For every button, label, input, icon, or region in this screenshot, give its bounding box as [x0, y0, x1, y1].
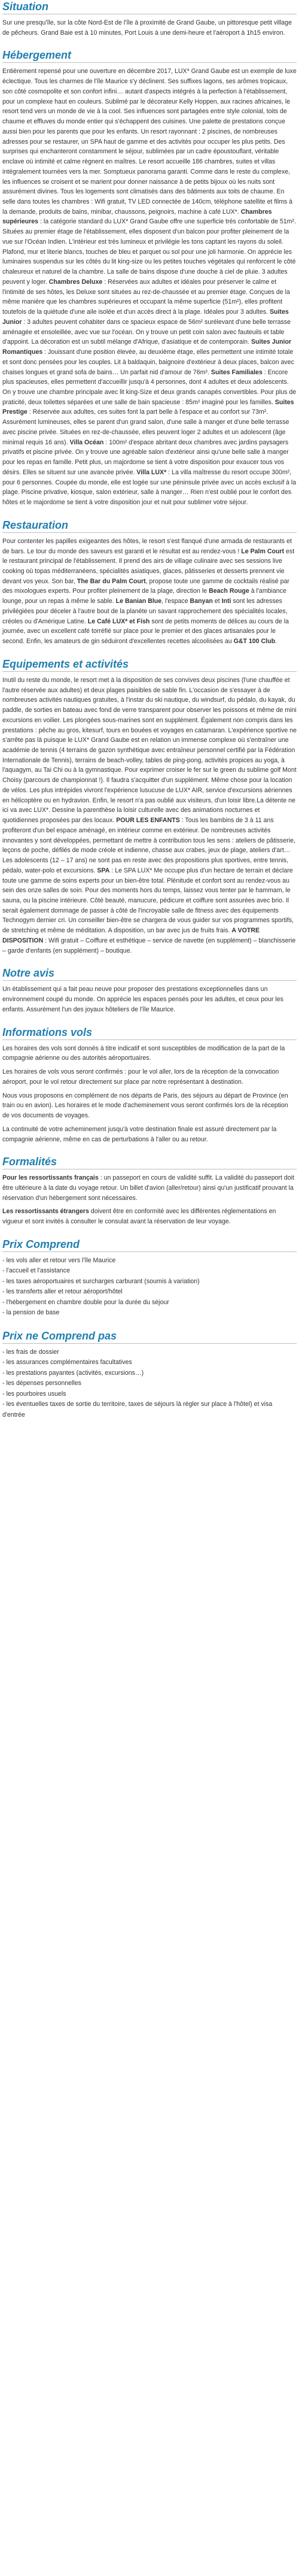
bold-text: Suites Prestige [2, 398, 294, 416]
text-run: : un passeport en cours de validité suffit. La validité du passeport doit être ultérieure à la date du voyage retour. Un billet d'avion (aller/retour) ainsi qu'un justificatif prouvant la réservation d'un hébergement sont nécessaires. [2, 1174, 294, 1202]
text-run: : Encore plus spacieuses, elles permettent d'accueillir jusqu'à 4 personnes, dont 4 adultes et deux adolescents. On y trouve une chambre principale avec lit king-Size et deux grands canapés convertibles. Pour plus de praticité, deux toilettes séparées et une salle de bain spacieuse : 85m² imaginé pour les familles. [2, 368, 297, 406]
section-title: Hébergement [2, 49, 72, 62]
bold-text: Suites Junior Romantiques [2, 338, 292, 356]
section-divider [2, 62, 297, 63]
section-restauration [2, 519, 297, 657]
list-item: - les taxes aéroportuaires et surcharges carburant (soumis à variation) [2, 1277, 200, 1285]
item-list [2, 1256, 297, 1319]
list-item: - les vols aller et retour vers l'île Maurice [2, 1256, 116, 1264]
section-situation [2, 0, 297, 49]
bold-text: Chambres supérieures [2, 208, 272, 226]
text-run: : Réservées aux adultes et idéales pour préserver le calme et l'intimité de ses hôtes, les Deluxe sont situées au rez-de-chaussée et au premier étage. Conçues de la même manière que les chambres supérieures et occupant la même superficie (51m²), elles profitent toutefois de la quiétude d'une aile isolée et d'un accès direct à la plage. Idéales pour 3 adultes. [2, 278, 290, 316]
bold-text: Pour les ressortissants français [2, 1174, 99, 1182]
text-run: : Réservée aux adultes, ces suites font la part belle à l'espace et au confort sur 73m². Assurément lumineuses, elles se parent d'un grand salon, d'une salle à manger et d'une belle terrasse avec piscine privée. Situées en rez-de-chaussée, elles peuvent loger 2 adultes et un adolescent (âge minimal requis 16 ans). [2, 408, 289, 446]
spacer [2, 1148, 297, 1155]
spacer [2, 1231, 297, 1238]
text-run: : Jouissant d'une position élevée, au deuxième étage, elles permettent une intimité totale et sont donc pensées pour les couples. Lit à baldaquin, baignoire d'extérieur à deux places, balcon avec chaises longues et grand sofa de bains… Un parfait nid d'amour de 76m². [2, 348, 294, 376]
spacer [2, 511, 297, 519]
paragraph [2, 537, 297, 647]
text-run: : La villa maîtresse du resort occupe 300m², pour 6 personnes. Coupée du monde, elle est logée sur une péninsule privée avec un accès exclusif à la plage. Piscine privative, kiosque, salon extérieur, salle à manger… Rien n'est oublié pour le confort des hôtes et le majordome se tient à votre disposition jour et nuit pour sublimer votre séjour. [2, 468, 297, 507]
list-item: - les assurances complémentaires facultatives [2, 1359, 132, 1366]
bold-text: SPA [97, 866, 110, 874]
list-item: - les éventuelles taxes de sortie du territoire, taxes de séjours là régler sur place à l'hôtel) et visa d'entrée [2, 1401, 273, 1419]
text-run: , l'espace [161, 598, 190, 605]
text-run: sont les adresses privilégiées pour déceler à l'autre bout de la planète un savant rapprochement des spécialités locales, créoles ou d'Amérique Latine. [2, 598, 288, 625]
section-title: Equipements et activités [2, 657, 129, 670]
section-title: Restauration [2, 519, 69, 531]
text-run: . [275, 638, 277, 645]
bold-text: Les ressortissants étrangers [2, 1208, 89, 1216]
section-prix-compend [2, 1238, 297, 1329]
text-run: La continuité de votre acheminement jusqu'à votre destination finale est assuré directement par la compagnie aérienne, même en cas de perturbations à l'aller ou au retour. [2, 1125, 277, 1143]
bold-text: Le Palm Court [241, 547, 285, 555]
list-item: - les frais de dossier [2, 1348, 59, 1356]
section-equipements [2, 657, 297, 967]
text-run: : 100m² d'espace abritant deux chambres avec jardins paysagers privatifs et piscine privée. On y trouve une agréable salon d'extérieur ainsi qu'une belle salle à manger pour les repas en famille. Petit plus, un majordome se tient à votre disposition pour exaucer tous vos désirs. Elles se situent sur une avancée privée. [2, 438, 289, 476]
section-title: Situation [2, 1, 48, 13]
spacer [2, 41, 297, 49]
section-hebergement [2, 49, 297, 518]
list-item: - la pension de base [2, 1309, 60, 1317]
text-run: Pour contenter les papilles exigeantes des hôtes, le resort s'est flanqué d'une armada de restaurants et de bars. Le tour du monde des saveurs est garanti et le résultat est au rendez-vous ! [2, 537, 292, 555]
text-run: Les horaires de vols vous seront confirmés : pour le vol aller, lors de la réception de la convocation aéroport, pour le vol retour directement sur place par notre représentant à destination. [2, 1068, 279, 1086]
spacer [2, 1019, 297, 1026]
paragraph [2, 1207, 297, 1226]
paragraph [2, 1091, 297, 1121]
section-divider [2, 1251, 297, 1252]
paragraph [2, 1125, 297, 1144]
bold-text: Villa LUX* [136, 468, 167, 476]
bold-text: Banyan [190, 598, 213, 605]
list-item: - l'hébergement en chambre double pour la durée du séjour [2, 1298, 169, 1306]
bold-text: Beach Rouge [209, 587, 249, 595]
text-run: est le restaurant principal de l'établissement. Il prend des airs de village culinaire avec ses sessions live cooking où topas méditerranéens, spécialités asiatiques, glaces, pâtisseries et desserts prennent vie devant vos yeux. Son bar, [2, 547, 295, 585]
text-run: Sur une presqu'île, sur la côte Nord-Est de l'île à proximité de Grand Gaube, un pittoresque petit village de pêcheurs. Grand Baie est à 10 minutes, Port Louis à une demi-heure et l'aéroport à 1h15 environ. [2, 19, 292, 37]
text-run: , propose toute une gamme de cocktails réalisé par des mixologues experts. Pour profiter pleinement de la plage, direction le [2, 577, 289, 595]
text-run: Inutil du reste du monde, le resort met à la disposition de ses convives deux piscines (l'une chauffée et l'autre réservée aux adultes) et deux plages paisibles de sable fin. L'occasion de s'essayer à de nombreuses activités nautiques gratuites, à l'instar du ski nautique, du windsurf, du pédalo, du kayak, du paddle, de sorties en bateau avec fond de verre transparent pour observer les poissons et même de mini excursions en voilier. Les plongées sous-marines sont en supplément. Également non compris dans les prestations : pêche au gros, kitesurf, tours en bouées et voyages en catamaran. L'expérience sportive ne s'arrête pas là puisque le LUX* Grand Gaube est en relation un immense complexe où s'entraîner une académie de tennis (4 terrains de gazon synthétique avec entraîneur personnel certifié par la Fédération Internationale de Tennis), terrains de beach-volley, tables de ping-pong, activités propices au yoga, à l'aquagym, au Tai Chi ou à la gymnastique. Pour exprimer croiser le fer sur le green du sublime golf Mont Choisy (parcours de championnat !). Il faudra s'acquitter d'un supplément. Même chose pour la location de vélos. Les plus intrépides vivront l'expérience lusucuse de LUX* AIR, service d'excursions aériennes en hélicoptère ou en hydravion. Enfin, le resort n'a pas oublié aux visiteurs, d'un loisir libre.La détente ne ici va avec LUX*. Dessine la parenthèse la loisir culturelle avec des animations nocturnes et quotidiennes proposées par des locaux. [2, 676, 297, 825]
bold-text: POUR LES ENFANTS [116, 817, 180, 825]
section-prix-ne-comprend-pas [2, 1329, 297, 1431]
bold-text: Le Café LUX* et Fish [87, 617, 150, 625]
section-title: Prix ne Comprend pas [2, 1329, 117, 1342]
text-run: sont de petits moments de délices au cours de la journée, avec un excellent café torréfié sur place pour le premier et des glaces artisanales pour le second. Enfin, les amateurs de gin séduiront d'excellentes recettes alcoolisées au [2, 617, 289, 645]
bold-text: Suites Familiales [210, 368, 263, 376]
text-run: : Le SPA LUX* Me occupe plus d'un hectare de terrain et déclare toute une gamme de soins experts pour un bien-être total. Plénitude et confort sont au rendez-vous au sein des onze salles de soin. Pour des moments hors du temps, laissez vous tenter par le hammam, le sauna, ou la piscine intérieure. Côté beauté, manucure, pédicure et coiffure sont assurées avec brio. Il serait également dommage de passer à côté de l'incroyable salle de fitness avec des équipements Technogym dernier cri. Un conseiller bien-être se chargera de vous guider sur vos programmes sportifs, de stretching et même de méditation. A disposition, un bar avec jus de fruits frais. [2, 866, 294, 935]
bold-text: Le Banian Blue [115, 598, 162, 605]
text-run: et [212, 598, 222, 605]
section-divider [2, 1343, 297, 1344]
paragraph [2, 984, 297, 1014]
text-run: Un établissement qui a fait peau neuve pour proposer des prestations exceptionnelles dans un environnement coupé du monde. On apprécie les espaces pensés pour les adultes, et ceux pour les enfants. Assurément l'un des joyaux hôteliers de l'île Maurice. [2, 986, 283, 1013]
paragraph [2, 1173, 297, 1203]
section-title: Prix Comprend [2, 1238, 80, 1250]
list-item: - les transferts aller et retour aéroport/hôtel [2, 1288, 123, 1296]
text-run: : 3 adultes peuvent cohabiter dans ce spacieux espace de 56m² surélevant d'une belle terrasse aménagée et ensoleillée, avec vue sur l'océan. On y trouve un petit coin salon avec fauteuils et table d'appoint. La décoration est un subtil mélange d'Afrique, d'asiatique et de contemporain. [2, 318, 291, 346]
text-run: : la catégorie standard du LUX* Grand Gaube offre une superficie très confortable de 51m². Situées au premier étage de l'établissement, elles disposent d'un balcon pour profiter pleinement de la vue sur l'Océan Indien. L'intérieur est très lumineux et privilégie les tons captant les rayons du soleil. Plafond, mur et literie blancs, touches de bleu et parquet ou sol pour une joli harmonie. On apprécie les luminaires suspendus sur les côtés du lit king-size ou les petites touches végétales qui renforcent le côté chaleureux et naturel de la chambre. La salle de bains dispose d'une douche à ciel de pluie. 3 adultes peuvent y loger. [2, 218, 296, 286]
spacer [2, 1424, 297, 1431]
text-run: Entièrement repensé pour une ouverture en décembre 2017, LUX* Grand Gaube est un exemple de luxe éclectique. Tous les charmes de l'île Maurice s'y déclinent. Ses suffixes lagons, ses arômes tropicaux, son côté cosmopolite et son confort infini… autant d'aspects intégrés à la perfection à l'établissement, pour un complexe haut en couleurs. Sublimé par le décorateur Kelly Hoppen, aux racines africaines, le resort tend vers un monde de vie à la cool. Ses influences sont partagées entre style colonial, toits de chaume et effluves du monde entier qui s'échappent des cuisines. Une palette de prestations conçue aussi bien pour les parents que pour les enfants. Un resort rayonnant : 2 piscines, de nombreuses adresses pour se restaurer, un SPA haut de gamme et des activités pour occuper les plus petits. Des surprises qui enchanteront constamment le séjour, sublimées par un cadre époustouflant, véritable enclave où intimité et calme règnent en maîtres. Le resort accueille 186 chambres, suites et villas intégralement tournées vers la mer. Somptueux panorama garanti. Comme dans le reste du complexe, les influences se croisent et se marient pour donner naissance à de petits bijoux où les nuits sont assurément divines. Tous les logements sont climatisés dans des bâtiments aux toits de chaume. En selle dans toutes les chambres : Wifi gratuit, TV LED connectée de 140cm, téléphone satellite et films à la demande, produits de bains, minibar, chaussons, peignoirs, machine à café LUX*. [2, 68, 297, 216]
section-formalites [2, 1155, 297, 1238]
bold-text: G&T 100 Club [233, 638, 276, 645]
section-notre-avis [2, 966, 297, 1025]
list-item: - les pourboires usuels [2, 1390, 66, 1398]
bold-text: Villa Océan [69, 438, 104, 446]
section-title: Notre avis [2, 967, 55, 980]
item-list [2, 1347, 297, 1420]
list-item: - les dépenses personnelles [2, 1380, 81, 1387]
paragraph [2, 18, 297, 38]
section-divider [2, 532, 297, 533]
list-item: - les prestations payantes (activités, excursions…) [2, 1369, 144, 1377]
section-informations-vols [2, 1026, 297, 1156]
bold-text: Chambres Deluxe [48, 278, 103, 286]
section-title: Informations vols [2, 1026, 93, 1038]
paragraph [2, 675, 297, 956]
bold-text: The Bar du Palm Court [77, 577, 146, 585]
spacer [2, 959, 297, 966]
paragraph [2, 1067, 297, 1087]
list-item: - l'accueil et l'assistance [2, 1267, 70, 1275]
spacer [2, 1322, 297, 1329]
text-run: Les horaires des vols sont donnés à titre indicatif et sont susceptibles de modification de la part de la compagnie aérienne ou des autorités aéroportuaires. [2, 1044, 285, 1062]
bold-text: A VOTRE DISPOSITION [2, 927, 260, 944]
text-run: Nous vous proposons en complément de nos départs de Paris, des séjours au départ de Province (en train ou en avion). Les horaires et le mode d'acheminement vous seront confirmés lors de la réception de vos documents de voyages. [2, 1092, 288, 1120]
text-run: : Wifi gratuit – Coiffure et esthétique – service de navette (en supplément) – blanchisserie – garde d'enfants (en supplément) – boutique. [2, 937, 296, 954]
spacer [2, 650, 297, 657]
paragraph [2, 1044, 297, 1063]
text-run: : Tous les bambins de 3 à 11 ans profiteront d'un bel espace aménagé, en intérieur comme en extérieur. De nombreuses activités innovantes y sont développées, permettant de mettre à contribution tous les sens : ateliers de pâtisserie, leçons de poche, défilés de mode créole et indienne, chasse aux crabes, jeux de plage, ateliers d'art… Les adolescents (12 – 17 ans) ne sont pas en reste avec des propositions plus sportives, entre tennis, pédalo, water-polo et excursions. [2, 817, 295, 874]
paragraph [2, 66, 297, 507]
bold-text: Inti [221, 598, 231, 605]
section-divider [2, 671, 297, 672]
section-title: Formalités [2, 1156, 57, 1168]
text-run: doivent être en conformité avec les différentes réglementations en vigueur et sont invités à consulter le consulat avant la réservation de leur voyage. [2, 1208, 276, 1226]
bold-text: Suites Junior [2, 308, 289, 326]
text-run: à l'ambiance lounge, pour un repas à même le sable. [2, 587, 286, 605]
section-divider [2, 980, 297, 981]
